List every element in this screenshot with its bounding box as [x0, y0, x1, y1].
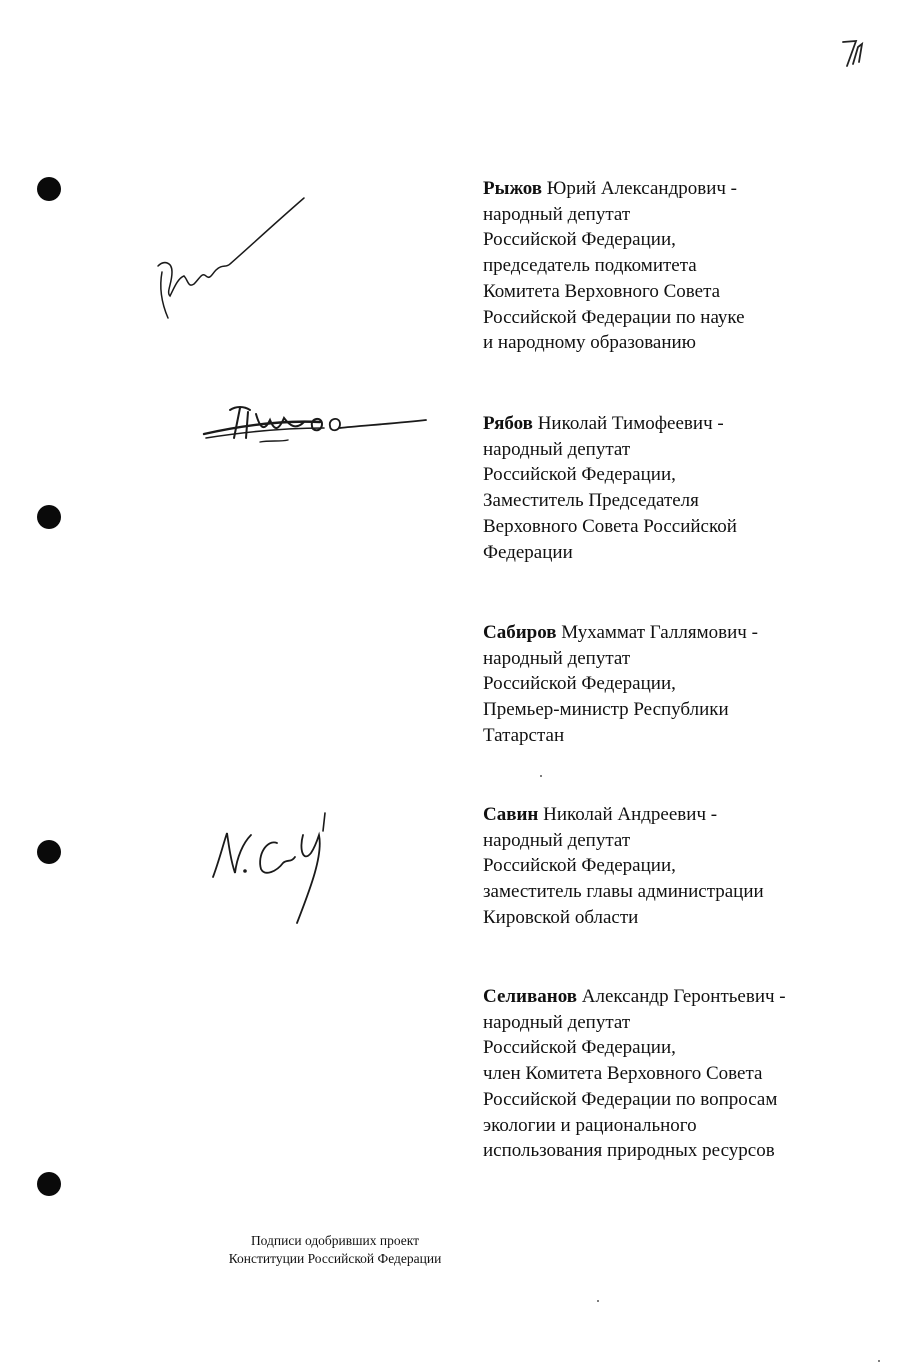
position-line: Российской Федерации по науке	[483, 306, 745, 328]
signatory-name-line	[483, 176, 893, 202]
signature-ryzhov	[150, 192, 320, 327]
surname: Савин	[483, 804, 539, 825]
position-line: Российской Федерации,	[483, 229, 676, 251]
position-line: и народному образованию	[483, 332, 696, 354]
signature-savin	[205, 805, 345, 935]
scan-speck	[597, 1300, 599, 1302]
signatory-name-line	[483, 411, 893, 437]
signatory-name-line	[483, 984, 893, 1010]
position-line: Российской Федерации,	[483, 1037, 676, 1059]
surname: Рябов	[483, 413, 533, 434]
page-number	[836, 36, 876, 72]
position-line: Кировской области	[483, 906, 639, 928]
binder-hole	[37, 1172, 61, 1196]
position-line: Федерации	[483, 541, 573, 563]
position-line: Премьер-министр Республики	[483, 699, 729, 721]
position-line: член Комитета Верховного Совета	[483, 1063, 763, 1085]
position-line: Верховного Совета Российской	[483, 515, 737, 537]
surname: Сабиров	[483, 622, 557, 643]
document-footer	[160, 1232, 510, 1268]
footer-line: Конституции Российской Федерации	[228, 1251, 442, 1266]
position-line: заместитель главы администрации	[483, 881, 764, 903]
signatory-name-line	[483, 802, 893, 828]
position-line: Российской Федерации,	[483, 855, 676, 877]
signatory-entry	[483, 620, 893, 749]
given-name: Николай Андреевич -	[543, 804, 718, 825]
signatory-entry	[483, 802, 893, 931]
position-line: Заместитель Председателя	[483, 490, 699, 512]
position-line: народный депутат	[483, 438, 631, 460]
position-line: председатель подкомитета	[483, 255, 697, 277]
position-line: Российской Федерации,	[483, 673, 676, 695]
given-name: Мухаммат Галлямович -	[561, 622, 758, 643]
position-line: Российской Федерации по вопросам	[483, 1088, 778, 1110]
signatory-entry	[483, 411, 893, 565]
binder-hole	[37, 177, 61, 201]
surname: Селиванов	[483, 986, 577, 1007]
signatory-name-line	[483, 620, 893, 646]
signatory-entry	[483, 984, 893, 1164]
signature-ryabov	[200, 398, 430, 453]
given-name: Юрий Александрович -	[546, 178, 738, 199]
given-name: Александр Геронтьевич -	[581, 986, 786, 1007]
surname: Рыжов	[483, 178, 543, 199]
binder-hole	[37, 840, 61, 864]
given-name: Николай Тимофеевич -	[537, 413, 724, 434]
position-line: народный депутат	[483, 829, 631, 851]
position-line: Комитета Верховного Совета	[483, 280, 721, 302]
scan-speck	[540, 775, 542, 777]
position-line: использования природных ресурсов	[483, 1140, 775, 1162]
position-line: экологии и рационального	[483, 1114, 697, 1136]
scan-speck	[878, 1360, 880, 1362]
position-line: Российской Федерации,	[483, 464, 676, 486]
position-line: народный депутат	[483, 647, 631, 669]
position-line: народный депутат	[483, 203, 631, 225]
signatory-entry	[483, 176, 893, 356]
position-line: народный депутат	[483, 1011, 631, 1033]
footer-line: Подписи одобривших проект	[250, 1233, 420, 1248]
position-line: Татарстан	[483, 724, 565, 746]
binder-hole	[37, 505, 61, 529]
